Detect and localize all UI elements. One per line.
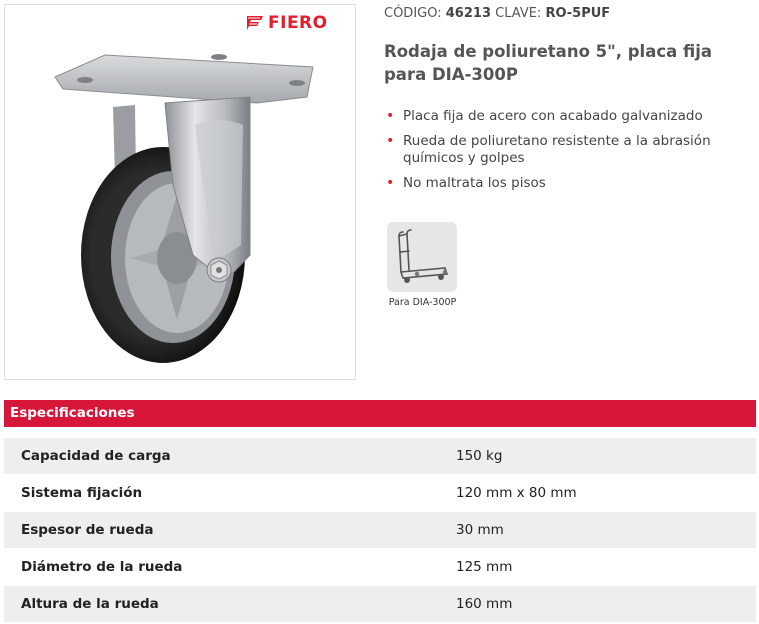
key-label: CLAVE: [495, 6, 542, 21]
feature-text: Rueda de poliuretano resistente a la abrasión químicos y golpes [403, 133, 711, 166]
table-row [4, 549, 756, 585]
product-code-line [384, 6, 610, 21]
table-row [4, 475, 756, 511]
specifications-table [4, 438, 756, 623]
bullet-icon: • [386, 133, 395, 149]
feature-item [386, 108, 756, 125]
spec-label: Sistema fijación [21, 485, 143, 501]
spec-value: 125 mm [456, 559, 513, 575]
spec-value: 160 mm [456, 596, 513, 612]
product-image-frame [4, 4, 356, 380]
feature-item [386, 175, 756, 192]
code-label: CÓDIGO: [384, 6, 442, 21]
spec-label: Diámetro de la rueda [21, 559, 183, 575]
brand-logo [246, 14, 328, 32]
bullet-icon: • [386, 108, 395, 124]
brand-name: FIERO [268, 13, 328, 33]
table-row [4, 512, 756, 548]
feature-text: Placa fija de acero con acabado galvanizado [403, 108, 703, 124]
spec-label: Espesor de rueda [21, 522, 154, 538]
spec-label: Capacidad de carga [21, 448, 171, 464]
feature-text: No maltrata los pisos [403, 175, 546, 191]
bullet-icon: • [386, 175, 395, 191]
product-title: Rodaja de poliuretano 5", placa fija para DIA-300P [384, 42, 713, 84]
spec-label: Altura de la rueda [21, 596, 159, 612]
feature-list [386, 108, 756, 200]
compatible-product-caption: Para DIA-300P [388, 297, 457, 308]
spec-value: 30 mm [456, 522, 504, 538]
table-row [4, 438, 756, 474]
feature-item [386, 133, 756, 167]
spec-value: 150 kg [456, 448, 503, 464]
product-key: RO-5PUF [545, 6, 611, 21]
compatible-product-thumbnail[interactable] [387, 222, 457, 292]
fiero-logo-icon [246, 15, 264, 31]
product-code: 46213 [445, 6, 491, 21]
table-row [4, 586, 756, 622]
hand-truck-icon [387, 222, 457, 292]
specifications-header: Especificaciones [4, 400, 756, 427]
caster-wheel-image [45, 45, 325, 365]
spec-value: 120 mm x 80 mm [456, 485, 577, 501]
